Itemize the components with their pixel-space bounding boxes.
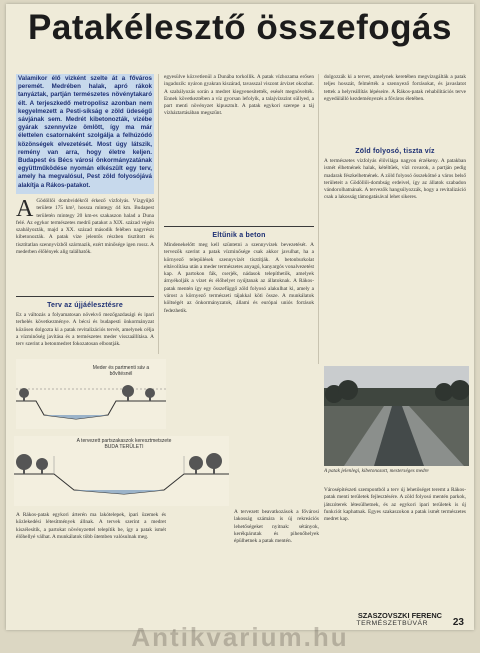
subhead-terv: Terv az újjáélesztésre [47,302,123,309]
cross-section-diagram-1 [16,359,166,429]
column-1-bottom [16,512,166,622]
intro-text: A Gödöllői dombvidékről érkező vízfolyás. Vízgyűjtő területe 175 km², hossza mintegy 44 km. Budapest területén mintegy 20 km-es szakaszon halad a Duna felé. Az egykor természetes medrű patakot a XIX. század végén szabályozták, majd a XX. század második felében nagyrészt kibetonozták. A patak vize jelentős részben tisztított és tisztítatlan szennyvízből származik, ezért minősége igen rossz. A mederben élőlények alig találhatók. [16,198,154,256]
creek-photo [324,366,469,466]
page-number: 23 [452,617,464,628]
cross-section-diagram-2 [14,436,229,506]
col1-bottom-text: A Rákos-patak egykori árterén ma lakótelepek, ipari üzemek és közlekedési létesítmények állnak. A tervek szerint a medret kiszélesítik, a partokat növényzettel telepítik be, így a patak ismét élőhellyé válhat. A munkálatok több ütemben valósulnak meg. [16,512,166,540]
diagram-2-label: A tervezett partszakaszok keresztmetszete BUDA TERÜLETI [76,438,172,450]
terv-text: Ez a változás a folyamatosan növekvő mezőgazdasági és ipari terhelés következménye. A bécsi és budapesti önkormányzat közösen dolgozta ki a patak revitalizációs tervét, amelynek célja a vízminőség javítása és a természetes meder visszaállítása. A terv szerint a betonmedret fokozatosan elbontják. [16,312,154,348]
subhead-zold: Zöld folyosó, tiszta víz [355,148,435,155]
section-divider-2 [164,226,314,227]
column-1 [16,198,154,296]
concrete-channel-photo [324,366,469,466]
subhead-beton: Eltűnik a beton [212,232,266,239]
diagram-1-label: Meder és partmenti sáv a bővítésnél [92,365,150,377]
column-rule-1 [158,74,159,354]
column-3-top [324,74,466,144]
magazine-page [6,4,474,630]
col2-bottom-text: A tervezett beavatkozások a fővárosi lakosság számára is új rekreációs lehetőségeket nyitnak: sétányok, kerékpárutak és pihenőhelyek épülhetnek a patak mentén. [234,509,319,545]
watermark-text: Antikvarium.hu [131,622,349,652]
column-1-terv [16,298,154,356]
drop-cap: A [16,198,34,222]
section-divider [16,296,154,297]
column-2-beton [164,228,314,432]
author-name: SZASZOVSZKI FERENC [357,611,442,620]
lead-paragraph: Valamikor élő vizként szelte át a főváros peremét. Medrében halak, apró rákok tanyáztak, partján természetes növénytakaró élt. A terjeszkedő metropolisz azonban nem kegyelmezett a Pesti-síkság e zöld üdeségű sávjának sem. Medrét kibetonozták, vizébe gyárak szennyvize ömlött, így ma már élettelen csatornaként szolgálja a felhúzódó közönségek elvezetését. Most úgy látszik, remény van arra, hogy életre keljen. Budapest és Bécs városi önkormányzatának együttműködése nyomán elkészült egy terv, amely ha megvalósul, Pest zöld folyosójává alakítja a Rákos-patakot. [16,74,154,194]
column-2-top [164,74,314,226]
magazine-name: TERMÉSZETBÚVÁR [356,620,428,627]
photo-caption: A patak jelenlegi, kibetonozott, mesterséges medre [324,468,429,474]
column-3-bottom [324,487,466,609]
photo-caption-box [324,468,466,484]
zold-text: A természetes vízfolyás élővilága nagyon érzékeny. A patakban ismét élhetnének halak, kétéltűek, vízi rovarok, a partján pedig madarak fészkelhetnének. A zöld folyosó összekötné a város belső területeit a Gödöllői-dombság erdeivel, így az állatok szabadon vándorolhatnának. A tervezők hangsúlyozzák, hogy a revitalizáció csak a lakosság támogatásával lehet sikeres. [324,158,466,201]
beton-text: Mindenekelőtt meg kell szüntetni a szennyvizek bevezetését. A tervezők szerint a patak vízminősége csak akkor javulhat, ha a környező települések szennyvizét tisztítják. A betonburkolat eltávolítása után a meder természetes anyagú, kanyargós vonalvezetést kap. A partokon fák, cserjék, nádasok telepíthetők, amelyek árnyékolják a vizet és élőhelyet nyújtanak az állatoknak. A Rákos-patak mentén így egy összefüggő zöld folyosó alakulhat ki, amely a várost a környező természeti tájakkal köti össze. A munkálatok költségét az önkormányzatok, állami és európai uniós források fedezhetik. [164,242,314,314]
column-3-zold [324,144,466,362]
article-title: Patakélesztő összefogás [28,8,452,47]
col3-bottom-text: Városépítészeti szempontból a terv új lehetőséget teremt a Rákos-patak menti területek fejlesztésére. A zöld folyosó mentén parkok, játszóterek létesülhetnek, és az egykori ipari területek is új funkciót kaphatnak. Egyes szakaszokon a patak ismét természetes medret kap. [324,487,466,523]
column-rule-2 [318,74,319,364]
column-2-bottom [234,509,319,621]
col2-top-text: egyesülve közvetlenül a Dunába torkollik. A patak vízhozama erősen ingadozik: nyáron gyakran kiszárad, tavasszal viszont árvizet okozhat. A szabályozás során a medret kiegyenesítették, esését megnövelték. Ennek következtében a víz gyorsan lefolyik, a talajvízszint süllyed, a part menti növényzet kipusztult. A patak egykori szerepe a táj vízháztartásában megszűnt. [164,74,314,117]
col3-top-text: dolgozzák ki a tervet, amelynek keretében megvizsgálták a patak teljes hosszát, felmérték a szennyező forrásokat, és javaslatot tettek a helyreállítás lépéseire. A Rákos-patak rehabilitációs terve egyedülálló kezdeményezés a főváros életében. [324,74,466,102]
